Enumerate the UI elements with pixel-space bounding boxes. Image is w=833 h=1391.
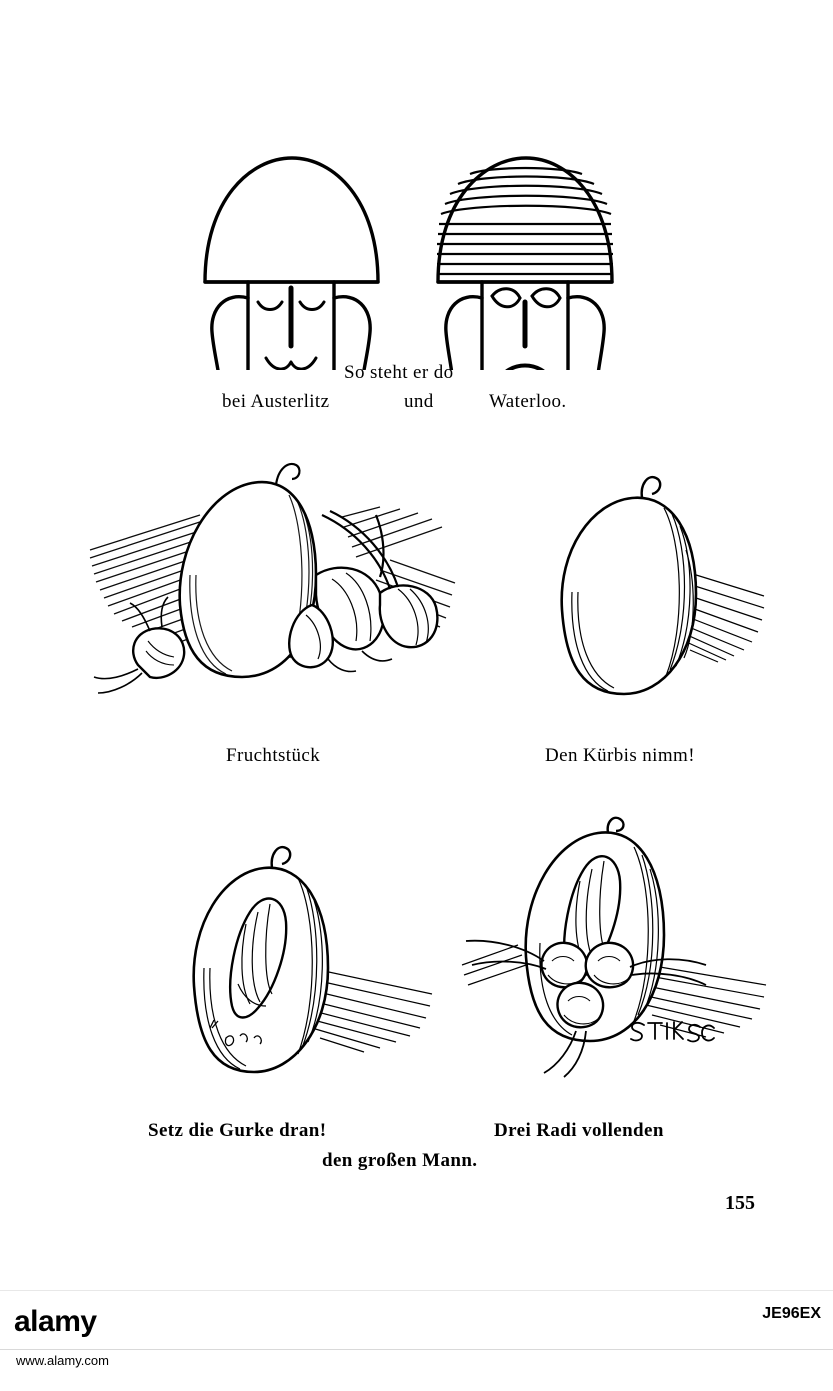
alamy-website-text: www.alamy.com (16, 1353, 109, 1368)
alamy-footer-bar (0, 1291, 833, 1353)
alamy-image-id: JE96EX (762, 1305, 821, 1322)
figure-fruchtstueck (80, 455, 460, 730)
caption-setz-die-gurke-dran: Setz die Gurke dran! (148, 1120, 327, 1141)
figure-radi (448, 815, 778, 1100)
alamy-footer (0, 1290, 833, 1391)
caption-kuerbis: Den Kürbis nimm! (545, 745, 695, 766)
alamy-logo: alamy (14, 1305, 97, 1338)
caption-den-grossen-mann: den großen Mann. (322, 1150, 478, 1171)
caption-so-steht-er-do: So steht er do (344, 362, 454, 383)
caption-waterloo: Waterloo. (489, 391, 567, 412)
figure-kuerbis (520, 470, 770, 730)
figure-mushroom-faces (0, 70, 833, 370)
caption-drei-radi-vollenden: Drei Radi vollenden (494, 1120, 664, 1141)
caption-und: und (404, 391, 434, 412)
caption-bei-austerlitz: bei Austerlitz (222, 391, 330, 412)
footer-divider (0, 1349, 833, 1350)
page-number: 155 (725, 1192, 755, 1214)
caption-fruchtstueck: Fruchtstück (226, 745, 321, 766)
figure-gurke (140, 838, 440, 1098)
